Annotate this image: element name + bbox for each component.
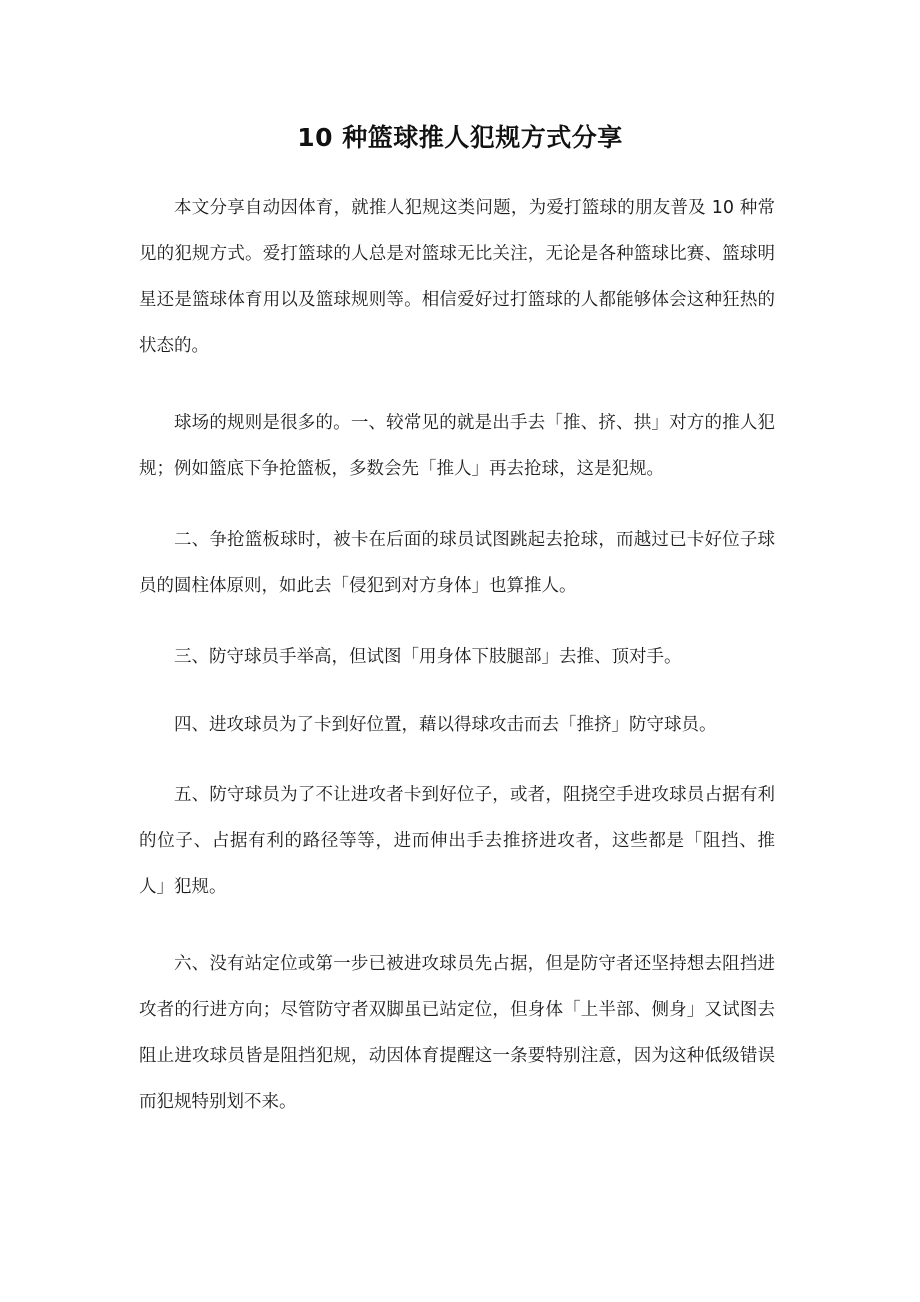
paragraph-rule-2: 二、争抢篮板球时，被卡在后面的球员试图跳起去抢球，而越过已卡好位子球员的圆柱体原则，如此去「侵犯到对方身体」也算推人。 <box>139 530 775 596</box>
paragraph-intro: 本文分享自动因体育，就推人犯规这类问题，为爱打篮球的朋友普及 10 种常见的犯规方式。爱打篮球的人总是对篮球无比关注，无论是各种篮球比赛、篮球明星还是篮球体育用以及篮球规则等。相信爱好过打篮球的人都能够体会这种狂热的状态的。 <box>139 198 775 356</box>
paragraph-rule-1: 球场的规则是很多的。一、较常见的就是出手去「推、挤、拱」对方的推人犯规；例如篮底下争抢篮板，多数会先「推人」再去抢球，这是犯规。 <box>139 413 775 479</box>
paragraph-rule-3: 三、防守球员手举高，但试图「用身体下肢腿部」去推、顶对手。 <box>174 647 682 667</box>
document-title: 10 种篮球推人犯规方式分享 <box>297 123 623 152</box>
paragraph-rule-5: 五、防守球员为了不让进攻者卡到好位子，或者，阻挠空手进攻球员占据有利的位子、占据有利的路径等等，进而伸出手去推挤进攻者，这些都是「阻挡、推人」犯规。 <box>139 785 775 897</box>
paragraph-rule-4: 四、进攻球员为了卡到好位置，藉以得球攻击而去「推挤」防守球员。 <box>174 715 717 735</box>
paragraph-rule-6: 六、没有站定位或第一步已被进攻球员先占据，但是防守者还坚持想去阻挡进攻者的行进方向；尽管防守者双脚虽已站定位，但身体「上半部、侧身」又试图去阻止进攻球员皆是阻挡犯规，动因体育提醒这一条要特别注意，因为这种低级错误而犯规特别划不来。 <box>139 954 775 1112</box>
